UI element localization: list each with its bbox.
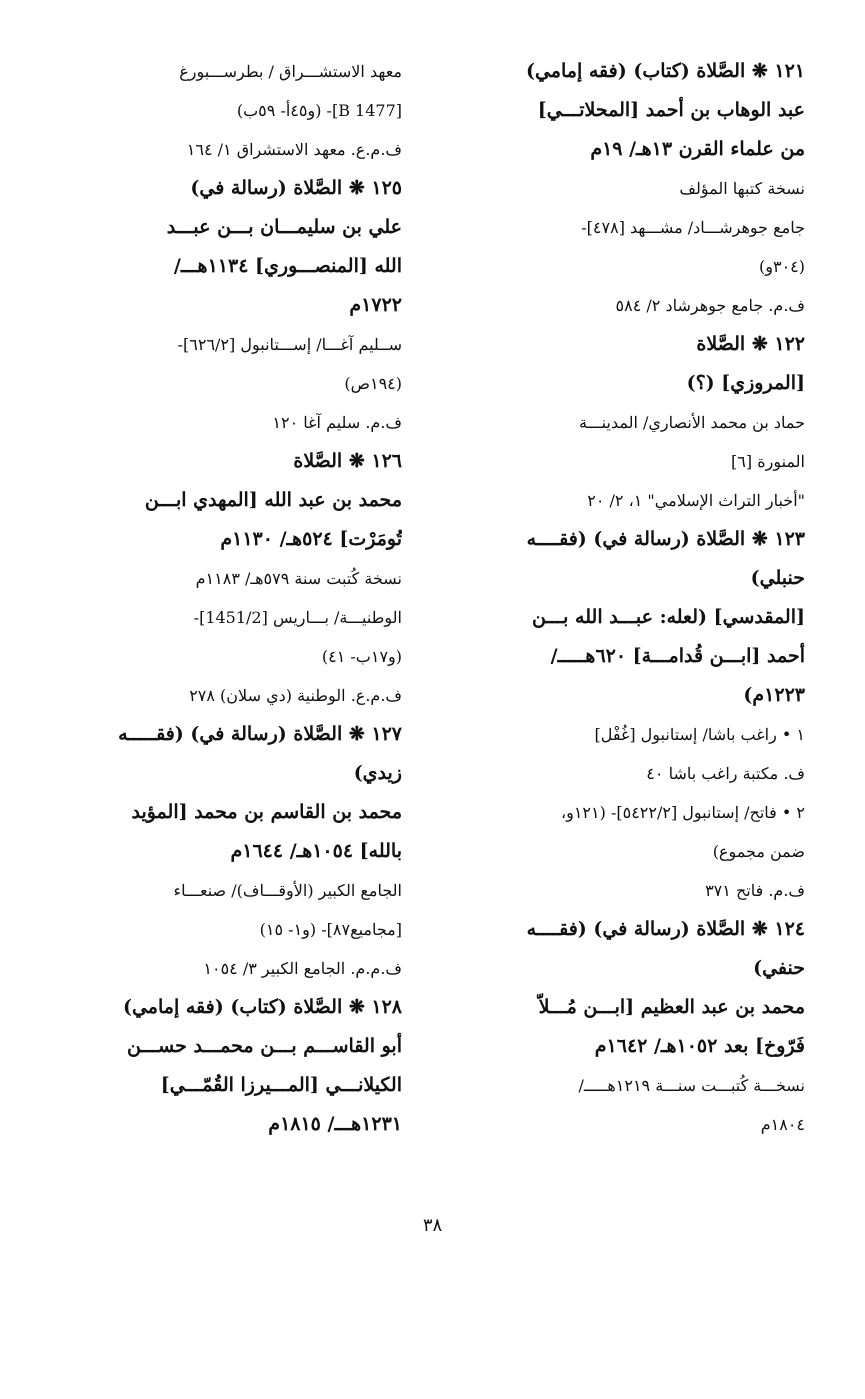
left-entry-heading: ١٢٨ ❋ الصَّلاة (كتاب) (فقه إمامي) (122, 996, 402, 1018)
right-text-line: أحمد [ابـــن قُدامـــة] ٦٢٠هـــــ/ (550, 645, 805, 667)
left-text-line: تُومَرْت] ٥٢٤هـ/ ١١٣٠م (220, 528, 402, 550)
right-text-line: ضمن مجموع) (712, 842, 805, 861)
left-text-line: محمد بن القاسم بن محمد [المؤيد (131, 801, 402, 823)
left-text-line: معهد الاستشـــراق / بطرســـبورغ (179, 62, 402, 81)
right-entry-heading: ١٢١ ❋ الصَّلاة (كتاب) (فقه إمامي) (525, 60, 805, 82)
right-text-line: فَرّوخ] بعد ١٠٥٢هـ/ ١٦٤٢م (594, 1035, 805, 1057)
right-text-line: محمد بن عبد العظيم [ابـــن مُـــلاّ (538, 996, 805, 1018)
right-text-line: [المقدسي] (لعله: عبـــد الله بـــن (531, 606, 805, 628)
right-text-line: نسخة كتبها المؤلف (679, 179, 805, 198)
right-text-line: ١ • راغب باشا/ إستانبول [غُفْل] (594, 725, 805, 744)
right-text-line: ١٨٠٤م (760, 1115, 805, 1134)
right-text-line: ف. مكتبة راغب باشا ٤٠ (646, 764, 805, 783)
left-text-line: ف.م.م. الجامع الكبير ٣/ ١٠٥٤ (203, 959, 402, 978)
right-entry-heading: حنفي) (753, 957, 805, 979)
left-entry-heading: ١٢٦ ❋ الصَّلاة (293, 450, 402, 472)
right-entry-heading: حنبلي) (750, 567, 805, 589)
left-text-line: علي بن سليمـــان بـــن عبـــد (166, 216, 402, 238)
left-entry-heading: زيدي) (353, 762, 402, 784)
left-text-line: أبو القاســـم بـــن محمـــد حســـن (127, 1035, 402, 1057)
right-text-line: عبد الوهاب بن أحمد [المحلاتـــي] (537, 99, 805, 121)
left-text-line: ف.م. سليم آغا ١٢٠ (272, 413, 402, 432)
right-entry-heading: ١٢٣ ❋ الصَّلاة (رسالة في) (فقــــه (526, 528, 805, 550)
right-text-line: نسخـــة كُتبـــت سنـــة ١٢١٩هـــــ/ (578, 1076, 805, 1095)
left-column (60, 52, 402, 1144)
right-text-line: حماد بن محمد الأنصاري/ المدينـــة (579, 413, 805, 432)
left-text-line: ف.م.ع. معهد الاستشراق ١/ ١٦٤ (186, 140, 402, 159)
right-text-line: ف.م. فاتح ٣٧١ (705, 881, 805, 900)
right-text-line: جامع جوهرشـــاد/ مشـــهد [٤٧٨]- (581, 218, 805, 237)
document-page (60, 52, 805, 1202)
left-text-line: بالله] ١٠٥٤هـ/ ١٦٤٤م (230, 840, 402, 862)
right-text-line: ١٢٢٣م) (743, 684, 805, 706)
left-text-line: ف.م.ع. الوطنية (دي سلان) ٢٧٨ (189, 686, 402, 705)
left-text-line: [مجاميع٨٧]- (و١- ١٥) (259, 920, 402, 939)
left-text-line: (١٩٤ص) (344, 374, 402, 393)
left-entry-heading: ١٢٥ ❋ الصَّلاة (رسالة في) (190, 177, 402, 199)
left-text-line: الجامع الكبير (الأوقـــاف)/ صنعـــاء (173, 881, 402, 900)
right-entry-heading: ١٢٢ ❋ الصَّلاة (696, 333, 805, 355)
page-number: ٣٨ (422, 1215, 443, 1236)
left-text-line: محمد بن عبد الله [المهدي ابـــن (144, 489, 402, 511)
left-text-line: ســليم آغـــا/ إســـتانبول [٦٢٦/٢]- (177, 335, 402, 354)
left-text-line: نسخة كُتبت سنة ٥٧٩هـ/ ١١٨٣م (195, 569, 402, 588)
right-text-line: "أخبار التراث الإسلامي" ١، ٢/ ٢٠ (587, 491, 805, 510)
right-text-line: (٣٠٤و) (759, 257, 805, 276)
left-text-line: الله [المنصـــوري] ١١٣٤هـــ/ (173, 255, 402, 277)
right-text-line: ف.م. جامع جوهرشاد ٢/ ٥٨٤ (615, 296, 805, 315)
right-text-line: المنورة [٦] (731, 452, 805, 471)
left-text-line: ١٢٣١هـــ/ ١٨١٥م (268, 1113, 402, 1135)
left-entry-heading: ١٢٧ ❋ الصَّلاة (رسالة في) (فقـــــه (118, 723, 402, 745)
right-text-line: ٢ • فاتح/ إستانبول [٥٤٢٢/٢]- (١٢١و، (560, 803, 805, 822)
left-text-line: ١٧٢٢م (349, 294, 402, 316)
right-entry-heading: ١٢٤ ❋ الصَّلاة (رسالة في) (فقــــه (526, 918, 805, 940)
left-text-line: (و١٧ب- ٤١) (321, 647, 402, 666)
right-text-line: [المروزي] (؟) (686, 372, 805, 394)
left-text-line: الكيلانـــي [المـــيرزا القُمّـــي] (160, 1074, 402, 1096)
right-text-line: من علماء القرن ١٣هـ/ ١٩م (590, 138, 805, 160)
right-column (463, 52, 805, 1144)
left-text-line: الوطنيـــة/ بـــاريس [1451/2]- (193, 608, 402, 627)
left-text-line: [B 1477]- (و٤٥أ- ٥٩ب) (236, 101, 402, 120)
